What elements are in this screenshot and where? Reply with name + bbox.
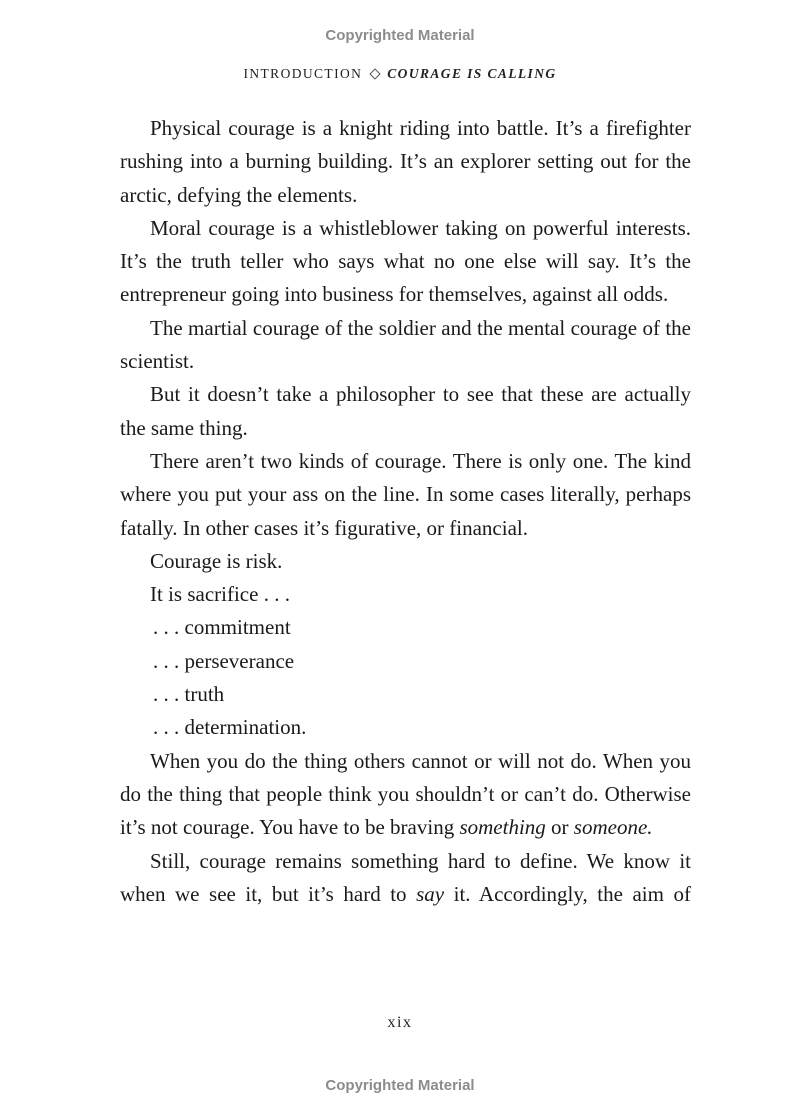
- running-head: [0, 66, 800, 82]
- paragraph-martial-courage: The martial courage of the soldier and the mental courage of the scientist.: [120, 315, 691, 374]
- paragraph-define-text: Still, courage remains something hard to define. We know it when we see it, but it’s hard to: [120, 848, 691, 906]
- paragraph-braving-or: or: [545, 815, 574, 840]
- list-line-perseverance: . . . perseverance: [153, 648, 295, 673]
- paragraph-braving-text: When you do the thing others cannot or will not do. When you do the thing that people think you shouldn’t or can’t do. Otherwise it’s not courage. You have to be braving: [120, 748, 691, 840]
- page-body: [120, 112, 691, 911]
- list-line-commitment: . . . commitment: [153, 615, 291, 640]
- paragraph-moral-courage: Moral courage is a whistleblower taking on powerful interests. It’s the truth teller who says what no one else will say. It’s the entrepreneur going into business for themselves, against all odds.: [120, 215, 691, 307]
- paragraph-physical-courage: Physical courage is a knight riding into battle. It’s a firefighter rushing into a burning building. It’s an explorer setting out for the arctic, defying the elements.: [120, 116, 691, 207]
- paragraph-braving-something: [120, 745, 691, 845]
- paragraph-hard-to-define: [120, 845, 691, 912]
- emphasis-say: say: [416, 881, 445, 906]
- paragraph-same-thing: But it doesn’t take a philosopher to see that these are actually the same thing.: [120, 382, 691, 440]
- paragraph-courage-is-risk: Courage is risk.: [150, 548, 283, 573]
- running-head-section: INTRODUCTION: [243, 66, 363, 81]
- copyright-watermark-bottom: Copyrighted Material: [325, 1077, 475, 1094]
- running-head-title: COURAGE IS CALLING: [387, 66, 557, 81]
- page-number: xix: [387, 1014, 413, 1031]
- emphasis-something: something: [459, 815, 546, 840]
- list-line-truth: . . . truth: [153, 682, 225, 707]
- paragraph-define-end: it. Accordingly, the aim of: [444, 881, 691, 906]
- paragraph-sacrifice: It is sacrifice . . .: [150, 582, 290, 607]
- emphasis-someone: someone.: [573, 815, 653, 840]
- paragraph-one-kind: There aren’t two kinds of courage. There is only one. The kind where you put your ass on the line. In some cases literally, perhaps fatally. In other cases it’s figurative, or financial.: [120, 448, 691, 540]
- copyright-watermark-top: Copyrighted Material: [325, 27, 475, 44]
- diamond-icon: [370, 68, 381, 79]
- list-line-determination: . . . determination.: [153, 715, 307, 740]
